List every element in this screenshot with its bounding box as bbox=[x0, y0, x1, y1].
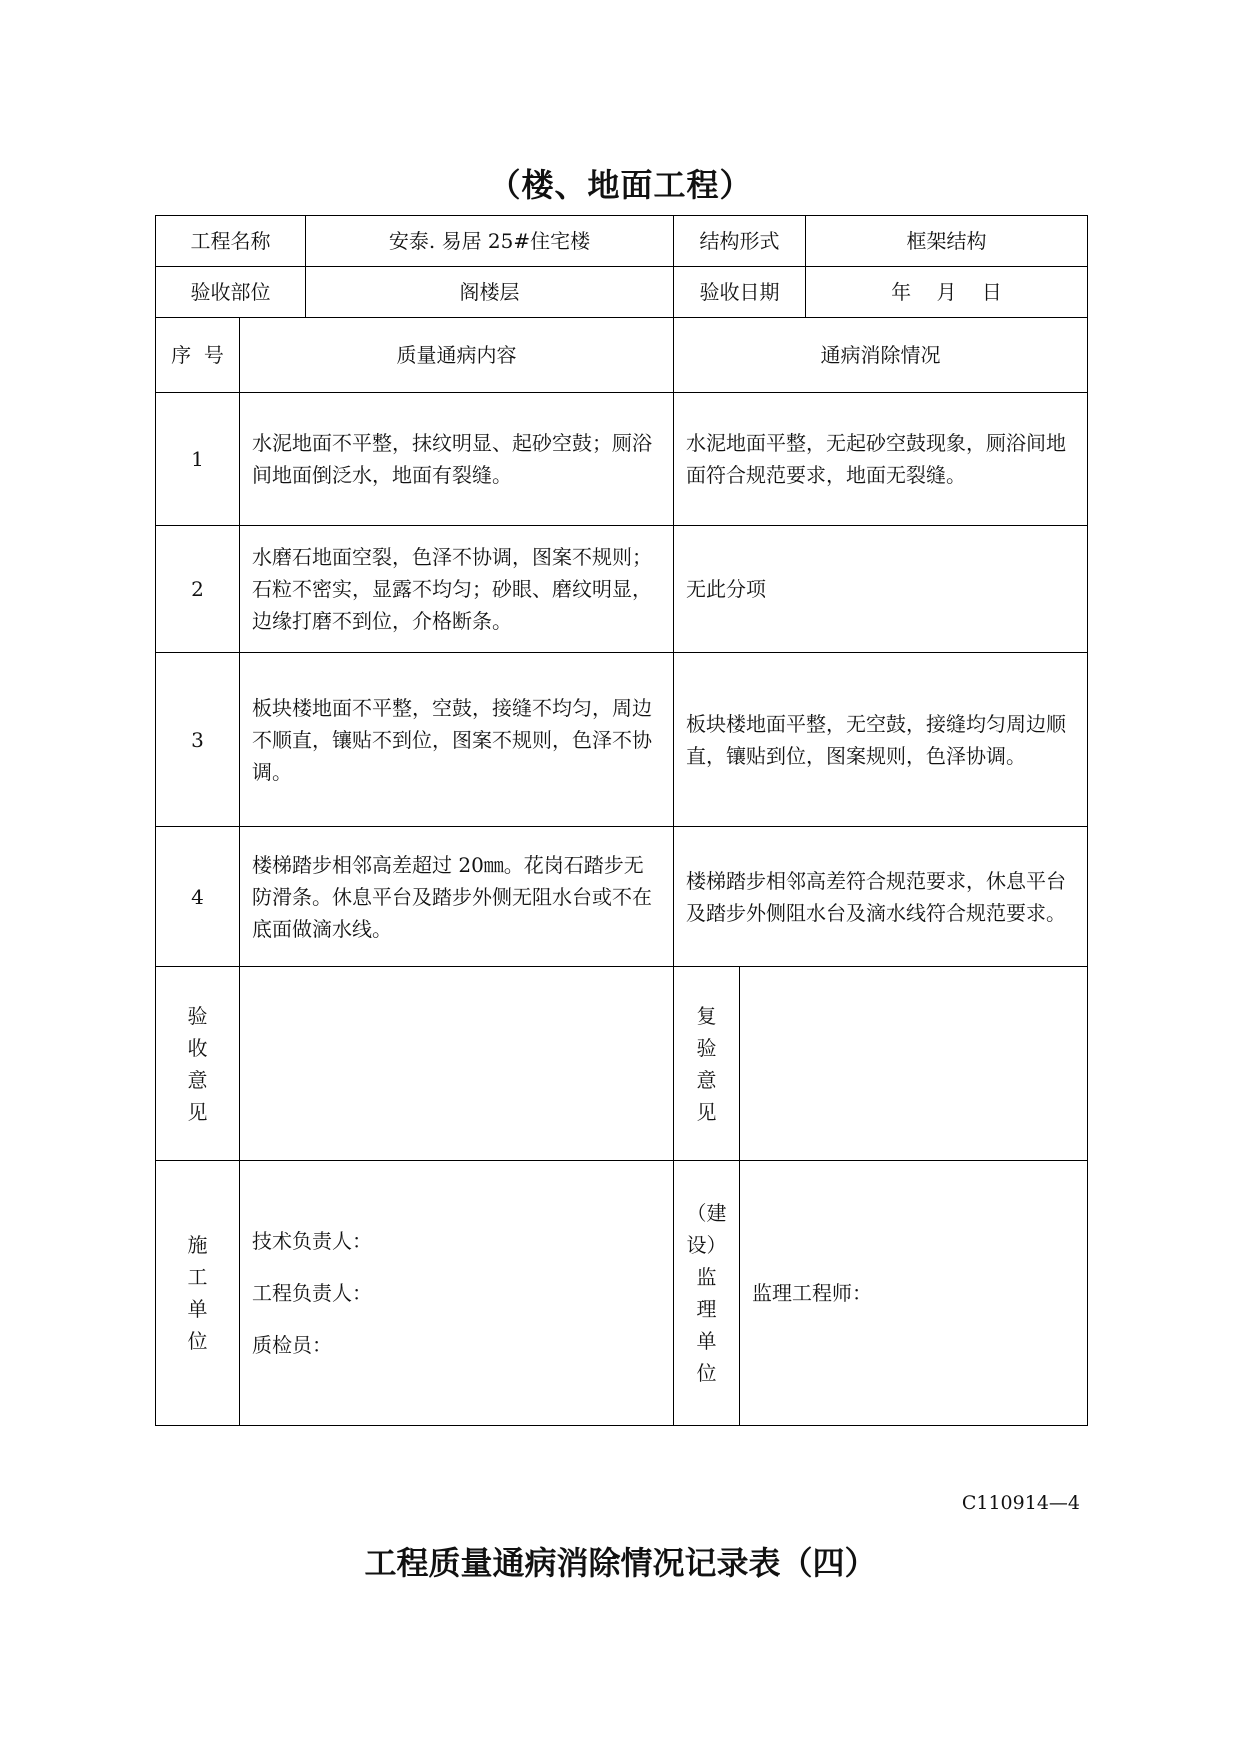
contractor-label: 施 工 单 位 bbox=[156, 1161, 240, 1426]
contractor-signatures bbox=[240, 1161, 674, 1426]
content-header: 质量通病内容 bbox=[240, 318, 674, 393]
defect-content: 楼梯踏步相邻高差超过 20㎜。花岗石踏步无防滑条。休息平台及踏步外侧无阻水台或不在底面做滴水线。 bbox=[240, 827, 674, 967]
acceptance-date-value: 年 月 日 bbox=[806, 267, 1088, 318]
table-row bbox=[156, 827, 1088, 967]
defect-content: 板块楼地面不平整，空鼓，接缝不均匀，周边不顺直，镶贴不到位，图案不规则，色泽不协调。 bbox=[240, 653, 674, 827]
recheck-opinion-field[interactable] bbox=[740, 967, 1088, 1161]
header-title: （楼、地面工程） bbox=[488, 166, 753, 204]
tech-lead-signature[interactable]: 技术负责人： bbox=[252, 1229, 372, 1253]
table-row bbox=[156, 653, 1088, 827]
elimination-status: 楼梯踏步相邻高差符合规范要求，休息平台及踏步外侧阻水台及滴水线符合规范要求。 bbox=[674, 827, 1088, 967]
structure-value: 框架结构 bbox=[806, 216, 1088, 267]
elimination-status: 无此分项 bbox=[674, 526, 1088, 653]
form-code: C110914—4 bbox=[961, 1492, 1080, 1514]
column-header-row bbox=[156, 318, 1088, 393]
status-header: 通病消除情况 bbox=[674, 318, 1088, 393]
defect-content: 水磨石地面空裂，色泽不协调，图案不规则；石粒不密实，显露不均匀；砂眼、磨纹明显，边缘打磨不到位，介格断条。 bbox=[240, 526, 674, 653]
record-table bbox=[155, 215, 1088, 1426]
acceptance-part-value: 阁楼层 bbox=[306, 267, 674, 318]
accept-opinion-field[interactable] bbox=[240, 967, 674, 1161]
opinion-row bbox=[156, 967, 1088, 1161]
acceptance-part-label: 验收部位 bbox=[156, 267, 306, 318]
accept-opinion-label: 验 收 意 见 bbox=[156, 967, 240, 1161]
acceptance-date-label: 验收日期 bbox=[674, 267, 806, 318]
table-row bbox=[156, 526, 1088, 653]
supervisor-engineer-signature[interactable]: 监理工程师： bbox=[740, 1161, 1088, 1426]
row-number: 1 bbox=[156, 393, 240, 526]
inspector-signature[interactable]: 质检员： bbox=[252, 1333, 332, 1357]
info-row-1 bbox=[156, 216, 1088, 267]
defect-content: 水泥地面不平整，抹纹明显、起砂空鼓；厕浴间地面倒泛水，地面有裂缝。 bbox=[240, 393, 674, 526]
signature-row bbox=[156, 1161, 1088, 1426]
row-number: 2 bbox=[156, 526, 240, 653]
project-name-label: 工程名称 bbox=[156, 216, 306, 267]
row-number: 4 bbox=[156, 827, 240, 967]
recheck-opinion-label: 复 验 意 见 bbox=[674, 967, 740, 1161]
form-title: 工程质量通病消除情况记录表（四） bbox=[364, 1544, 877, 1582]
project-lead-signature[interactable]: 工程负责人： bbox=[252, 1281, 372, 1305]
project-name-value: 安泰. 易居 25#住宅楼 bbox=[306, 216, 674, 267]
elimination-status: 板块楼地面平整，无空鼓，接缝均匀周边顺直，镶贴到位，图案规则，色泽协调。 bbox=[674, 653, 1088, 827]
info-row-2 bbox=[156, 267, 1088, 318]
table-row bbox=[156, 393, 1088, 526]
seq-header: 序 号 bbox=[156, 318, 240, 393]
supervisor-label: （建 设） 监 理 单 位 bbox=[674, 1161, 740, 1426]
elimination-status: 水泥地面平整，无起砂空鼓现象，厕浴间地面符合规范要求，地面无裂缝。 bbox=[674, 393, 1088, 526]
structure-label: 结构形式 bbox=[674, 216, 806, 267]
row-number: 3 bbox=[156, 653, 240, 827]
